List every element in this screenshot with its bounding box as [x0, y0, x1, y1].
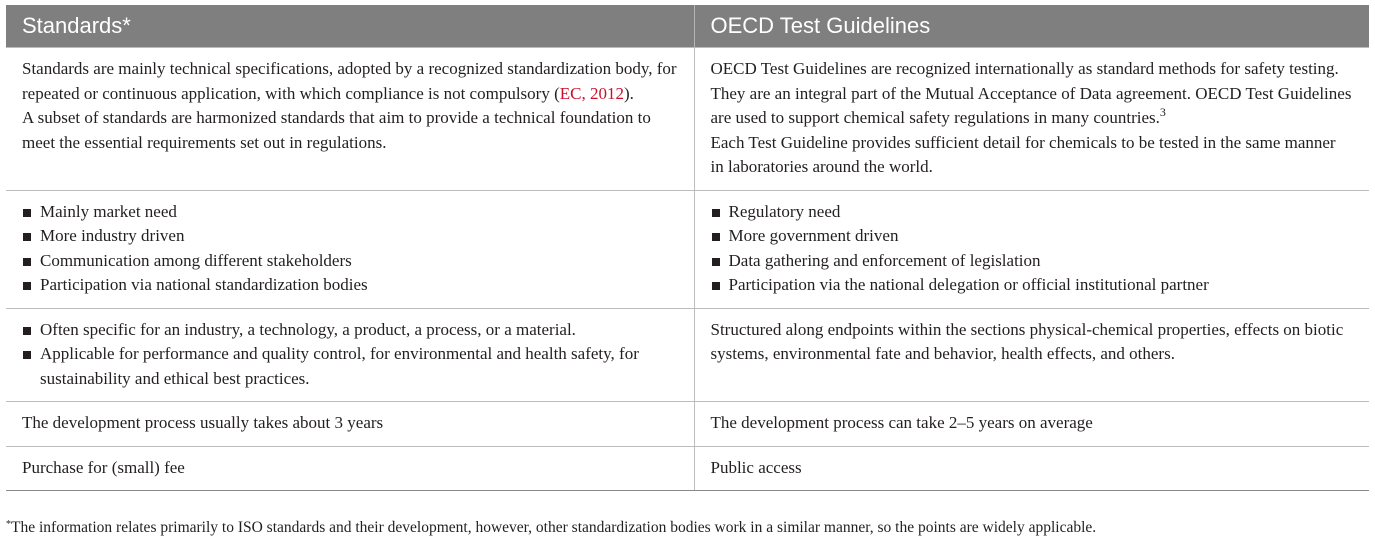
table-row-scope — [6, 308, 1369, 402]
standards-scope-list — [22, 318, 678, 392]
list-item: Mainly market need — [22, 200, 678, 225]
standards-drivers-list — [22, 200, 678, 298]
cell-oecd-access: Public access — [694, 446, 1369, 491]
list-item: Communication among different stakeholders — [22, 249, 678, 274]
list-item: Data gathering and enforcement of legislation — [711, 249, 1354, 274]
list-item: More industry driven — [22, 224, 678, 249]
footnote-marker: * — [6, 519, 11, 530]
cell-oecd-scope: Structured along endpoints within the sections physical-chemical properties, effects on biotic systems, environmental fate and behavior, health effects, and others. — [694, 308, 1369, 402]
list-item: Regulatory need — [711, 200, 1354, 225]
header-oecd: OECD Test Guidelines — [694, 5, 1369, 48]
cell-standards-definition — [6, 48, 694, 191]
table-row-access — [6, 446, 1369, 491]
cell-oecd-definition — [694, 48, 1369, 191]
list-item: Applicable for performance and quality control, for environmental and health safety, for sustainability and ethical best practices. — [22, 342, 678, 391]
cell-oecd-drivers — [694, 190, 1369, 308]
cell-standards-scope — [6, 308, 694, 402]
cell-standards-duration: The development process usually takes about 3 years — [6, 402, 694, 447]
table-row-drivers — [6, 190, 1369, 308]
comparison-table — [6, 5, 1369, 491]
citation-link[interactable]: EC, 2012 — [559, 83, 624, 103]
footnote-ref[interactable]: 3 — [1159, 105, 1166, 119]
table-row-duration — [6, 402, 1369, 447]
list-item: Often specific for an industry, a technology, a product, a process, or a material. — [22, 318, 678, 343]
list-item: Participation via national standardization bodies — [22, 273, 678, 298]
cell-oecd-duration: The development process can take 2–5 years on average — [694, 402, 1369, 447]
oecd-definition-text: OECD Test Guidelines are recognized internationally as standard methods for safety testing. They are an integral part of the Mutual Acceptance of Data agreement. OECD Test Guidelines are used to support chemical safety regulations in many countries.$^3$ — [710, 59, 1352, 127]
header-standards: Standards* — [6, 5, 694, 48]
oecd-detail-text: Each Test Guideline provides sufficient detail for chemicals to be tested in the same manner in laboratories around the world. — [710, 132, 1336, 176]
cell-standards-drivers — [6, 190, 694, 308]
footnote-text: The information relates primarily to ISO standards and their development, however, other standardization bodies work in a similar manner, so the points are widely applicable. — [11, 519, 1097, 536]
list-item: More government driven — [711, 224, 1354, 249]
cell-standards-access: Purchase for (small) fee — [6, 446, 694, 491]
oecd-drivers-list — [711, 200, 1354, 298]
standards-harmonized-text: A subset of standards are harmonized standards that aim to provide a technical foundation to meet the essential requirements set out in regulations. — [22, 108, 651, 152]
standards-definition-text: Standards are mainly technical specifications, adopted by a recognized standardization body, for repeated or continuous application, with which compliance is not compulsory (EC, 2012). — [22, 59, 677, 103]
table-row-definition — [6, 48, 1369, 191]
table-footnote — [6, 518, 1096, 538]
list-item: Participation via the national delegation or official institutional partner — [711, 273, 1354, 298]
header-row — [6, 5, 1369, 48]
